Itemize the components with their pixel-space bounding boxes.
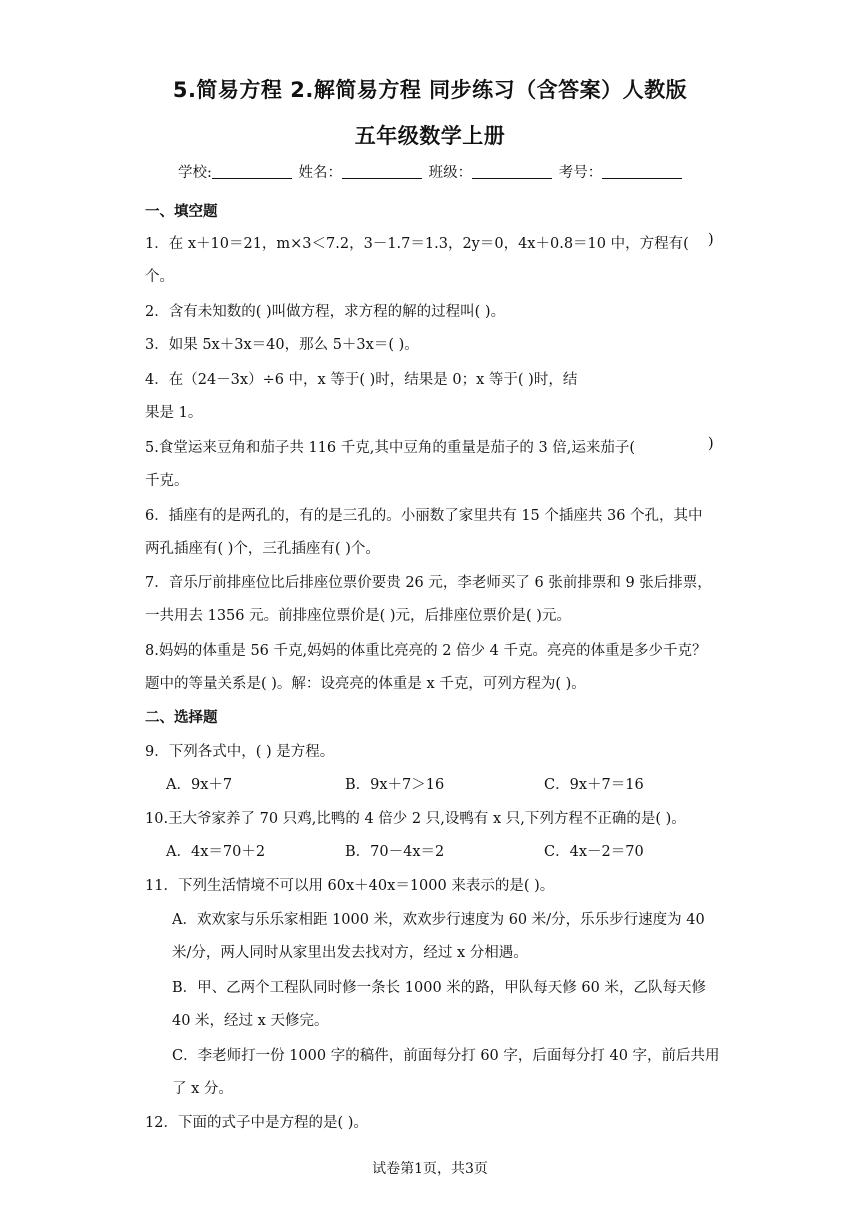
question-11-option-b-line1[interactable]: B．甲、乙两个工程队同时修一条长 1000 米的路，甲队每天修 60 米，乙队每天修 (172, 980, 706, 996)
question-8-line2: 题中的等量关系是( )。解：设亮亮的体重是 x 千克，可列方程为( )。 (145, 676, 586, 692)
question-7-line2: 一共用去 1356 元。前排座位票价是( )元，后排座位票价是( )元。 (145, 608, 571, 624)
question-9-option-a[interactable]: A．9x＋7 (166, 777, 233, 793)
question-1-paren-end: ) (708, 232, 714, 248)
question-11-option-c-line2[interactable]: 了 x 分。 (172, 1081, 233, 1097)
class-label: 班级： (428, 165, 473, 181)
page-footer: 试卷第1页，共3页 (372, 1161, 488, 1177)
question-7-line1: 7．音乐厅前排座位比后排座位票价要贵 26 元，李老师买了 6 张前排票和 9 张后排票， (145, 575, 712, 591)
question-10-option-b[interactable]: B．70－4x＝2 (345, 844, 445, 860)
question-11-option-a-line1[interactable]: A．欢欢家与乐乐家相距 1000 米，欢欢步行速度为 60 米/分，乐乐步行速度为 40 (172, 912, 705, 928)
question-5-line1: 5.食堂运来豆角和茄子共 116 千克,其中豆角的重量是茄子的 3 倍,运来茄子( (145, 440, 636, 456)
exam-no-blank[interactable] (602, 164, 682, 179)
question-10-option-c[interactable]: C．4x－2＝70 (544, 844, 644, 860)
question-9-stem: 9．下列各式中，( ) 是方程。 (145, 744, 335, 760)
question-3: 3．如果 5x＋3x＝40，那么 5＋3x＝( )。 (145, 337, 419, 353)
question-2: 2．含有未知数的( )叫做方程，求方程的解的过程叫( )。 (145, 304, 506, 320)
class-blank[interactable] (472, 164, 552, 179)
question-10-stem: 10.王大爷家养了 70 只鸡,比鸭的 4 倍少 2 只,设鸭有 x 只,下列方程不正确的是( )。 (145, 811, 686, 827)
school-label: 学校: (178, 165, 212, 181)
question-11-stem: 11．下列生活情境不可以用 60x＋40x＝1000 来表示的是( )。 (145, 878, 555, 894)
question-8-line1: 8.妈妈的体重是 56 千克,妈妈的体重比亮亮的 2 倍少 4 千克。亮亮的体重是多少千克？ (145, 643, 707, 659)
student-info-line (178, 161, 684, 182)
question-4-line2: 果是 1。 (145, 405, 203, 421)
page-title-line2: 五年级数学上册 (354, 124, 506, 148)
question-1-line1: 1．在 x＋10＝21，m×3＜7.2，3－1.7＝1.3，2y＝0，4x＋0.8＝10 中，方程有( (145, 236, 689, 252)
question-6-line2: 两孔插座有( )个，三孔插座有( )个。 (145, 541, 380, 557)
school-blank[interactable] (212, 164, 292, 179)
section-heading-fill-in: 一、填空题 (145, 204, 218, 220)
question-5-line2: 千克。 (145, 473, 189, 489)
question-11-option-a-line2[interactable]: 米/分，两人同时从家里出发去找对方，经过 x 分相遇。 (172, 945, 528, 961)
question-12-stem: 12．下面的式子中是方程的是( )。 (145, 1115, 368, 1131)
question-5-paren-end: ) (708, 436, 714, 452)
section-heading-multiple-choice: 二、选择题 (145, 710, 218, 726)
question-6-line1: 6．插座有的是两孔的，有的是三孔的。小丽数了家里共有 15 个插座共 36 个孔，其中 (145, 508, 703, 524)
question-9-option-c[interactable]: C．9x＋7＝16 (544, 777, 644, 793)
page-title-line1: 5.简易方程 2.解简易方程 同步练习（含答案）人教版 (172, 78, 688, 102)
exam-no-label: 考号： (558, 165, 603, 181)
question-1-line2: 个。 (145, 269, 174, 285)
question-4-line1: 4．在（24－3x）÷6 中，x 等于( )时，结果是 0；x 等于( )时，结 (145, 372, 578, 388)
question-10-option-a[interactable]: A．4x＝70＋2 (166, 844, 266, 860)
name-label: 姓名： (298, 165, 342, 181)
question-9-option-b[interactable]: B．9x＋7＞16 (345, 777, 445, 793)
name-blank[interactable] (342, 164, 422, 179)
question-11-option-b-line2[interactable]: 40 米，经过 x 天修完。 (172, 1013, 329, 1029)
question-11-option-c-line1[interactable]: C．李老师打一份 1000 字的稿件，前面每分打 60 字，后面每分打 40 字，前后共用 (172, 1048, 720, 1064)
